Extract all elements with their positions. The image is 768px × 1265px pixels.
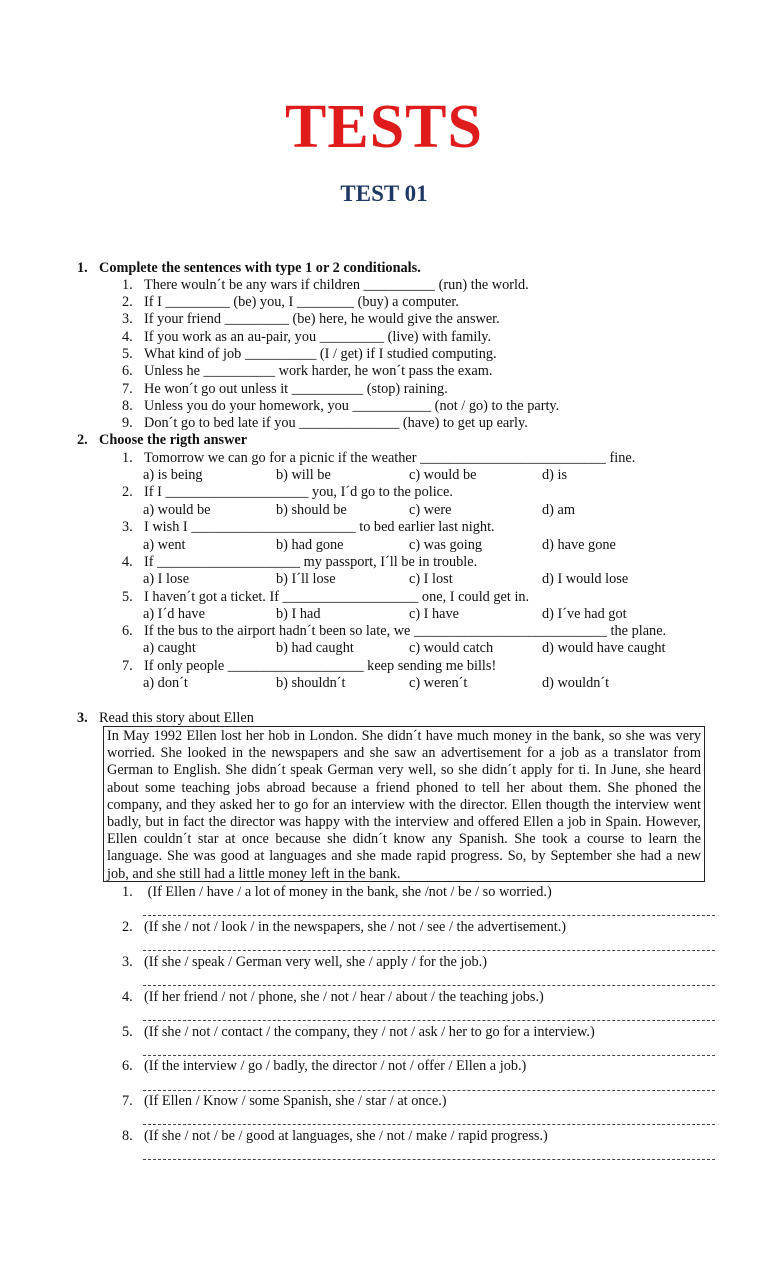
exercise-item <box>122 277 529 294</box>
prompt-text: (If she / not / be / good at languages, she / not / make / rapid progress.) <box>144 1128 548 1144</box>
prompt-text: (If Ellen / have / a lot of money in the bank, she /not / be / so worried.) <box>144 884 552 900</box>
story-text-box: In May 1992 Ellen lost her hob in London. She didn´t have much money in the bank, so she was very worried. She looked in the newspapers and she saw an advertisement for a job as a translator from German to English. She didn´t speak German very well, so she didn´t apply for ti. In June, she heard about some teaching jobs abroad because a friend phoned to tell her about them. She phoned the company, and they asked her to go for an interview with the director. Ellen thougth the interview went badly, but in fact the director was happy with the interview and offered Ellen a job in Spain. However, Ellen couldn´t star at once because she didn´t know any Spanish. She took a course to learn the language. She was good at languages and she made rapid progress. So, by September she had a new job, and she still had a little money left in the bank. <box>103 726 705 882</box>
option-b: b) I had <box>276 606 321 622</box>
item-text: What kind of job __________ (I / get) if I studied computing. <box>144 346 497 362</box>
option-c: c) weren´t <box>409 675 468 691</box>
rewrite-prompt <box>122 1024 595 1041</box>
question-text: If only people ___________________ keep sending me bills! <box>144 658 497 674</box>
answer-options <box>143 537 743 554</box>
item-text: Don´t go to bed late if you ______________ (have) to get up early. <box>144 415 528 431</box>
answer-options <box>143 502 743 519</box>
exercise-item <box>122 381 448 398</box>
exercise-item <box>122 398 559 415</box>
option-c: c) was going <box>409 537 483 553</box>
question-text: I haven´t got a ticket. If ___________________ one, I could get in. <box>144 589 530 605</box>
prompt-text: (If Ellen / Know / some Spanish, she / star / at once.) <box>144 1093 447 1109</box>
item-text: If you work as an au-pair, you _________ (live) with family. <box>144 329 492 345</box>
section-instruction: Complete the sentences with type 1 or 2 conditionals. <box>99 260 421 276</box>
option-d: d) I would lose <box>542 571 629 587</box>
rewrite-prompt <box>122 954 487 971</box>
exercise-item <box>122 294 459 311</box>
question-item <box>122 589 529 606</box>
item-number: 7. <box>122 1093 133 1109</box>
exercise-item <box>122 311 500 328</box>
option-d: d) would have caught <box>542 640 666 656</box>
question-item <box>122 623 666 640</box>
question-item <box>122 450 635 467</box>
option-c: c) I lost <box>409 571 453 587</box>
question-text: If ____________________ my passport, I´ll be in trouble. <box>144 554 478 570</box>
answer-options <box>143 606 743 623</box>
option-c: c) would be <box>409 467 477 483</box>
option-d: d) am <box>542 502 575 518</box>
item-number: 1. <box>122 450 133 466</box>
section-number: 2. <box>77 432 88 448</box>
item-number: 4. <box>122 329 133 345</box>
exercise-item <box>122 363 492 380</box>
question-text: If the bus to the airport hadn´t been so late, we ___________________________ the plane. <box>144 623 667 639</box>
section-2-heading <box>77 432 247 449</box>
item-number: 9. <box>122 415 133 431</box>
item-text: Unless he __________ work harder, he won´t pass the exam. <box>144 363 493 379</box>
item-number: 5. <box>122 1024 133 1040</box>
item-number: 8. <box>122 398 133 414</box>
item-number: 8. <box>122 1128 133 1144</box>
item-number: 2. <box>122 484 133 500</box>
item-text: Unless you do your homework, you ___________ (not / go) to the party. <box>144 398 560 414</box>
item-number: 4. <box>122 554 133 570</box>
option-c: c) were <box>409 502 452 518</box>
test-title: TEST 01 <box>340 181 428 206</box>
option-b: b) should be <box>276 502 347 518</box>
option-b: b) I´ll lose <box>276 571 336 587</box>
item-number: 5. <box>122 346 133 362</box>
answer-line[interactable] <box>143 950 715 951</box>
answer-line[interactable] <box>143 1055 715 1056</box>
section-number: 1. <box>77 260 88 276</box>
answer-line[interactable] <box>143 985 715 986</box>
answer-line[interactable] <box>143 1124 715 1125</box>
option-c: c) I have <box>409 606 460 622</box>
section-1-heading <box>77 260 421 277</box>
option-b: b) had caught <box>276 640 354 656</box>
page-title: TESTS <box>284 93 484 161</box>
question-text: Tomorrow we can go for a picnic if the weather __________________________ fine. <box>144 450 636 466</box>
section-number: 3. <box>77 710 88 726</box>
answer-line[interactable] <box>143 1090 715 1091</box>
item-number: 3. <box>122 311 133 327</box>
rewrite-prompt <box>122 919 566 936</box>
item-number: 2. <box>122 919 133 935</box>
item-number: 6. <box>122 363 133 379</box>
prompt-text: (If she / not / contact / the company, they / not / ask / her to go for a interview.) <box>144 1024 595 1040</box>
item-text: If your friend _________ (be) here, he would give the answer. <box>144 311 500 327</box>
rewrite-prompt <box>122 989 544 1006</box>
item-number: 3. <box>122 519 133 535</box>
item-number: 7. <box>122 381 133 397</box>
section-instruction: Choose the rigth answer <box>99 432 248 448</box>
option-d: d) is <box>542 467 568 483</box>
option-a: a) I lose <box>143 571 190 587</box>
question-item <box>122 658 496 675</box>
item-text: He won´t go out unless it __________ (stop) raining. <box>144 381 448 397</box>
item-number: 5. <box>122 589 133 605</box>
answer-line[interactable] <box>143 915 715 916</box>
option-d: d) have gone <box>542 537 616 553</box>
item-number: 1. <box>122 277 133 293</box>
question-text: If I ____________________ you, I´d go to the police. <box>144 484 453 500</box>
question-item <box>122 484 453 501</box>
question-item <box>122 519 495 536</box>
answer-options <box>143 640 743 657</box>
section-3-heading <box>77 710 254 727</box>
option-b: b) shouldn´t <box>276 675 346 691</box>
item-number: 6. <box>122 1058 133 1074</box>
option-b: b) will be <box>276 467 331 483</box>
option-d: d) I´ve had got <box>542 606 627 622</box>
rewrite-prompt <box>122 1058 526 1075</box>
item-number: 7. <box>122 658 133 674</box>
option-c: c) would catch <box>409 640 494 656</box>
option-d: d) wouldn´t <box>542 675 610 691</box>
item-number: 1. <box>122 884 133 900</box>
prompt-text: (If she / not / look / in the newspapers, she / not / see / the advertisement.) <box>144 919 567 935</box>
answer-line[interactable] <box>143 1020 715 1021</box>
option-a: a) caught <box>143 640 196 656</box>
rewrite-prompt <box>122 884 552 901</box>
rewrite-prompt <box>122 1128 548 1145</box>
item-number: 2. <box>122 294 133 310</box>
item-number: 4. <box>122 989 133 1005</box>
option-a: a) went <box>143 537 186 553</box>
option-b: b) had gone <box>276 537 344 553</box>
option-a: a) is being <box>143 467 203 483</box>
exercise-item <box>122 346 497 363</box>
option-a: a) I´d have <box>143 606 205 622</box>
item-number: 6. <box>122 623 133 639</box>
answer-options <box>143 675 743 692</box>
section-instruction: Read this story about Ellen <box>99 710 254 726</box>
prompt-text: (If the interview / go / badly, the director / not / offer / Ellen a job.) <box>144 1058 527 1074</box>
exercise-item <box>122 415 528 432</box>
item-text: If I _________ (be) you, I ________ (buy) a computer. <box>144 294 459 310</box>
question-text: I wish I _______________________ to bed earlier last night. <box>144 519 495 535</box>
answer-options <box>143 571 743 588</box>
answer-line[interactable] <box>143 1159 715 1160</box>
rewrite-prompt <box>122 1093 447 1110</box>
answer-options <box>143 467 743 484</box>
item-text: There wouln´t be any wars if children __________ (run) the world. <box>144 277 529 293</box>
question-item <box>122 554 477 571</box>
prompt-text: (If her friend / not / phone, she / not / hear / about / the teaching jobs.) <box>144 989 544 1005</box>
item-number: 3. <box>122 954 133 970</box>
exercise-item <box>122 329 491 346</box>
prompt-text: (If she / speak / German very well, she / apply / for the job.) <box>144 954 488 970</box>
option-a: a) would be <box>143 502 211 518</box>
option-a: a) don´t <box>143 675 188 691</box>
